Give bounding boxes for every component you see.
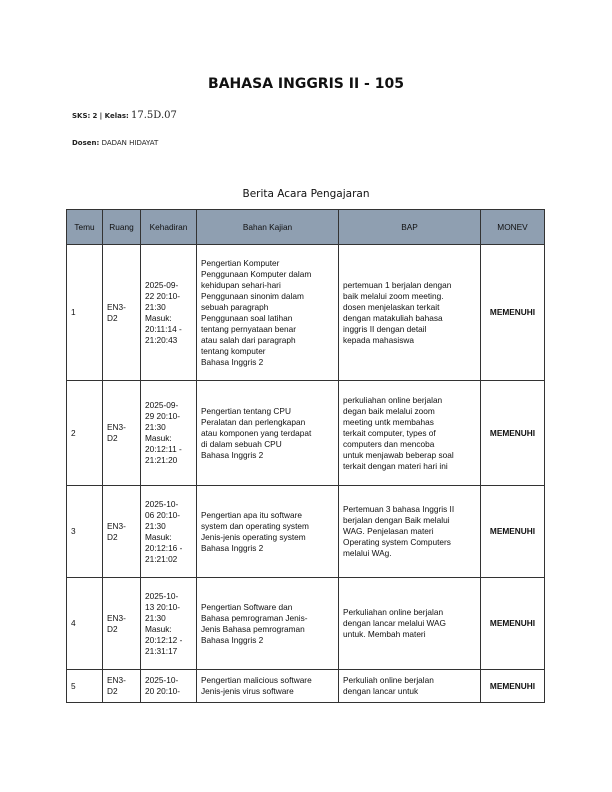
- header-monev: MONEV: [481, 210, 545, 245]
- cell-bap: Pertemuan 3 bahasa Inggris II berjalan dengan Baik melalui WAG. Penjelasan materi Operating system Computers melalui WAg.: [339, 486, 481, 578]
- course-meta: [72, 110, 177, 121]
- cell-temu: 1: [67, 245, 103, 381]
- cell-monev: MEMENUHI: [481, 670, 545, 703]
- cell-ruang: EN3- D2: [103, 486, 141, 578]
- cell-bahan-kajian: Pengertian Komputer Penggunaan Komputer dalam kehidupan sehari-hari Penggunaan sinonim dalam sebuah paragraph Penggunaan soal latihan tentang pernyataan benar atau salah dari paragraph tentang komputer Bahasa Inggris 2: [197, 245, 339, 381]
- cell-kehadiran: 2025-10- 13 20:10- 21:30 Masuk: 20:12:12 - 21:31:17: [141, 578, 197, 670]
- cell-temu: 4: [67, 578, 103, 670]
- cell-kehadiran: 2025-10- 06 20:10- 21:30 Masuk: 20:12:16 - 21:21:02: [141, 486, 197, 578]
- course-title: BAHASA INGGRIS II - 105: [208, 76, 404, 92]
- cell-bap: pertemuan 1 berjalan dengan baik melalui zoom meeting. dosen menjelaskan terkait dengan matakuliah bahasa inggris II dengan detail kepada mahasiswa: [339, 245, 481, 381]
- header-bap: BAP: [339, 210, 481, 245]
- table-row: [67, 486, 545, 578]
- sks-value: 2: [92, 112, 98, 120]
- cell-ruang: EN3- D2: [103, 381, 141, 486]
- header-ruang: Ruang: [103, 210, 141, 245]
- cell-ruang: EN3- D2: [103, 245, 141, 381]
- table-row: [67, 245, 545, 381]
- dosen-value: DADAN HIDAYAT: [101, 139, 159, 147]
- cell-bahan-kajian: Pengertian tentang CPU Peralatan dan perlengkapan atau komponen yang terdapat di dalam sebuah CPU Bahasa Inggris 2: [197, 381, 339, 486]
- cell-kehadiran: 2025-10- 20 20:10-: [141, 670, 197, 703]
- sks-label: SKS:: [72, 112, 91, 120]
- cell-monev: MEMENUHI: [481, 486, 545, 578]
- cell-monev: MEMENUHI: [481, 578, 545, 670]
- section-title: Berita Acara Pengajaran: [242, 188, 370, 200]
- cell-bahan-kajian: Pengertian malicious software Jenis-jenis virus software: [197, 670, 339, 703]
- cell-kehadiran: 2025-09- 29 20:10- 21:30 Masuk: 20:12:11 - 21:21:20: [141, 381, 197, 486]
- cell-bahan-kajian: Pengertian Software dan Bahasa pemrograman Jenis- Jenis Bahasa pemrograman Bahasa Inggris 2: [197, 578, 339, 670]
- lecturer-meta: [72, 139, 158, 147]
- cell-monev: MEMENUHI: [481, 245, 545, 381]
- cell-monev: MEMENUHI: [481, 381, 545, 486]
- dosen-label: Dosen:: [72, 139, 100, 147]
- cell-bahan-kajian: Pengertian apa itu software system dan operating system Jenis-jenis operating system Bahasa Inggris 2: [197, 486, 339, 578]
- table-row: [67, 670, 545, 703]
- header-bahan-kajian: Bahan Kajian: [197, 210, 339, 245]
- cell-bap: Perkuliahan online berjalan dengan lancar melalui WAG untuk. Membah materi: [339, 578, 481, 670]
- table-header-row: [67, 210, 545, 245]
- kelas-label: | Kelas:: [99, 112, 129, 120]
- cell-bap: Perkuliah online berjalan dengan lancar untuk: [339, 670, 481, 703]
- cell-ruang: EN3- D2: [103, 670, 141, 703]
- cell-kehadiran: 2025-09- 22 20:10- 21:30 Masuk: 20:11:14 - 21:20:43: [141, 245, 197, 381]
- bap-table: [66, 209, 545, 703]
- header-temu: Temu: [67, 210, 103, 245]
- cell-temu: 2: [67, 381, 103, 486]
- table-row: [67, 381, 545, 486]
- cell-ruang: EN3- D2: [103, 578, 141, 670]
- cell-temu: 3: [67, 486, 103, 578]
- kelas-value: 17.5D.07: [131, 110, 177, 121]
- cell-temu: 5: [67, 670, 103, 703]
- table-row: [67, 578, 545, 670]
- cell-bap: perkuliahan online berjalan degan baik melalui zoom meeting untk membahas terkait computer, types of computers dan mencoba untuk menjawab beberap soal terkait dengan materi hari ini: [339, 381, 481, 486]
- header-kehadiran: Kehadiran: [141, 210, 197, 245]
